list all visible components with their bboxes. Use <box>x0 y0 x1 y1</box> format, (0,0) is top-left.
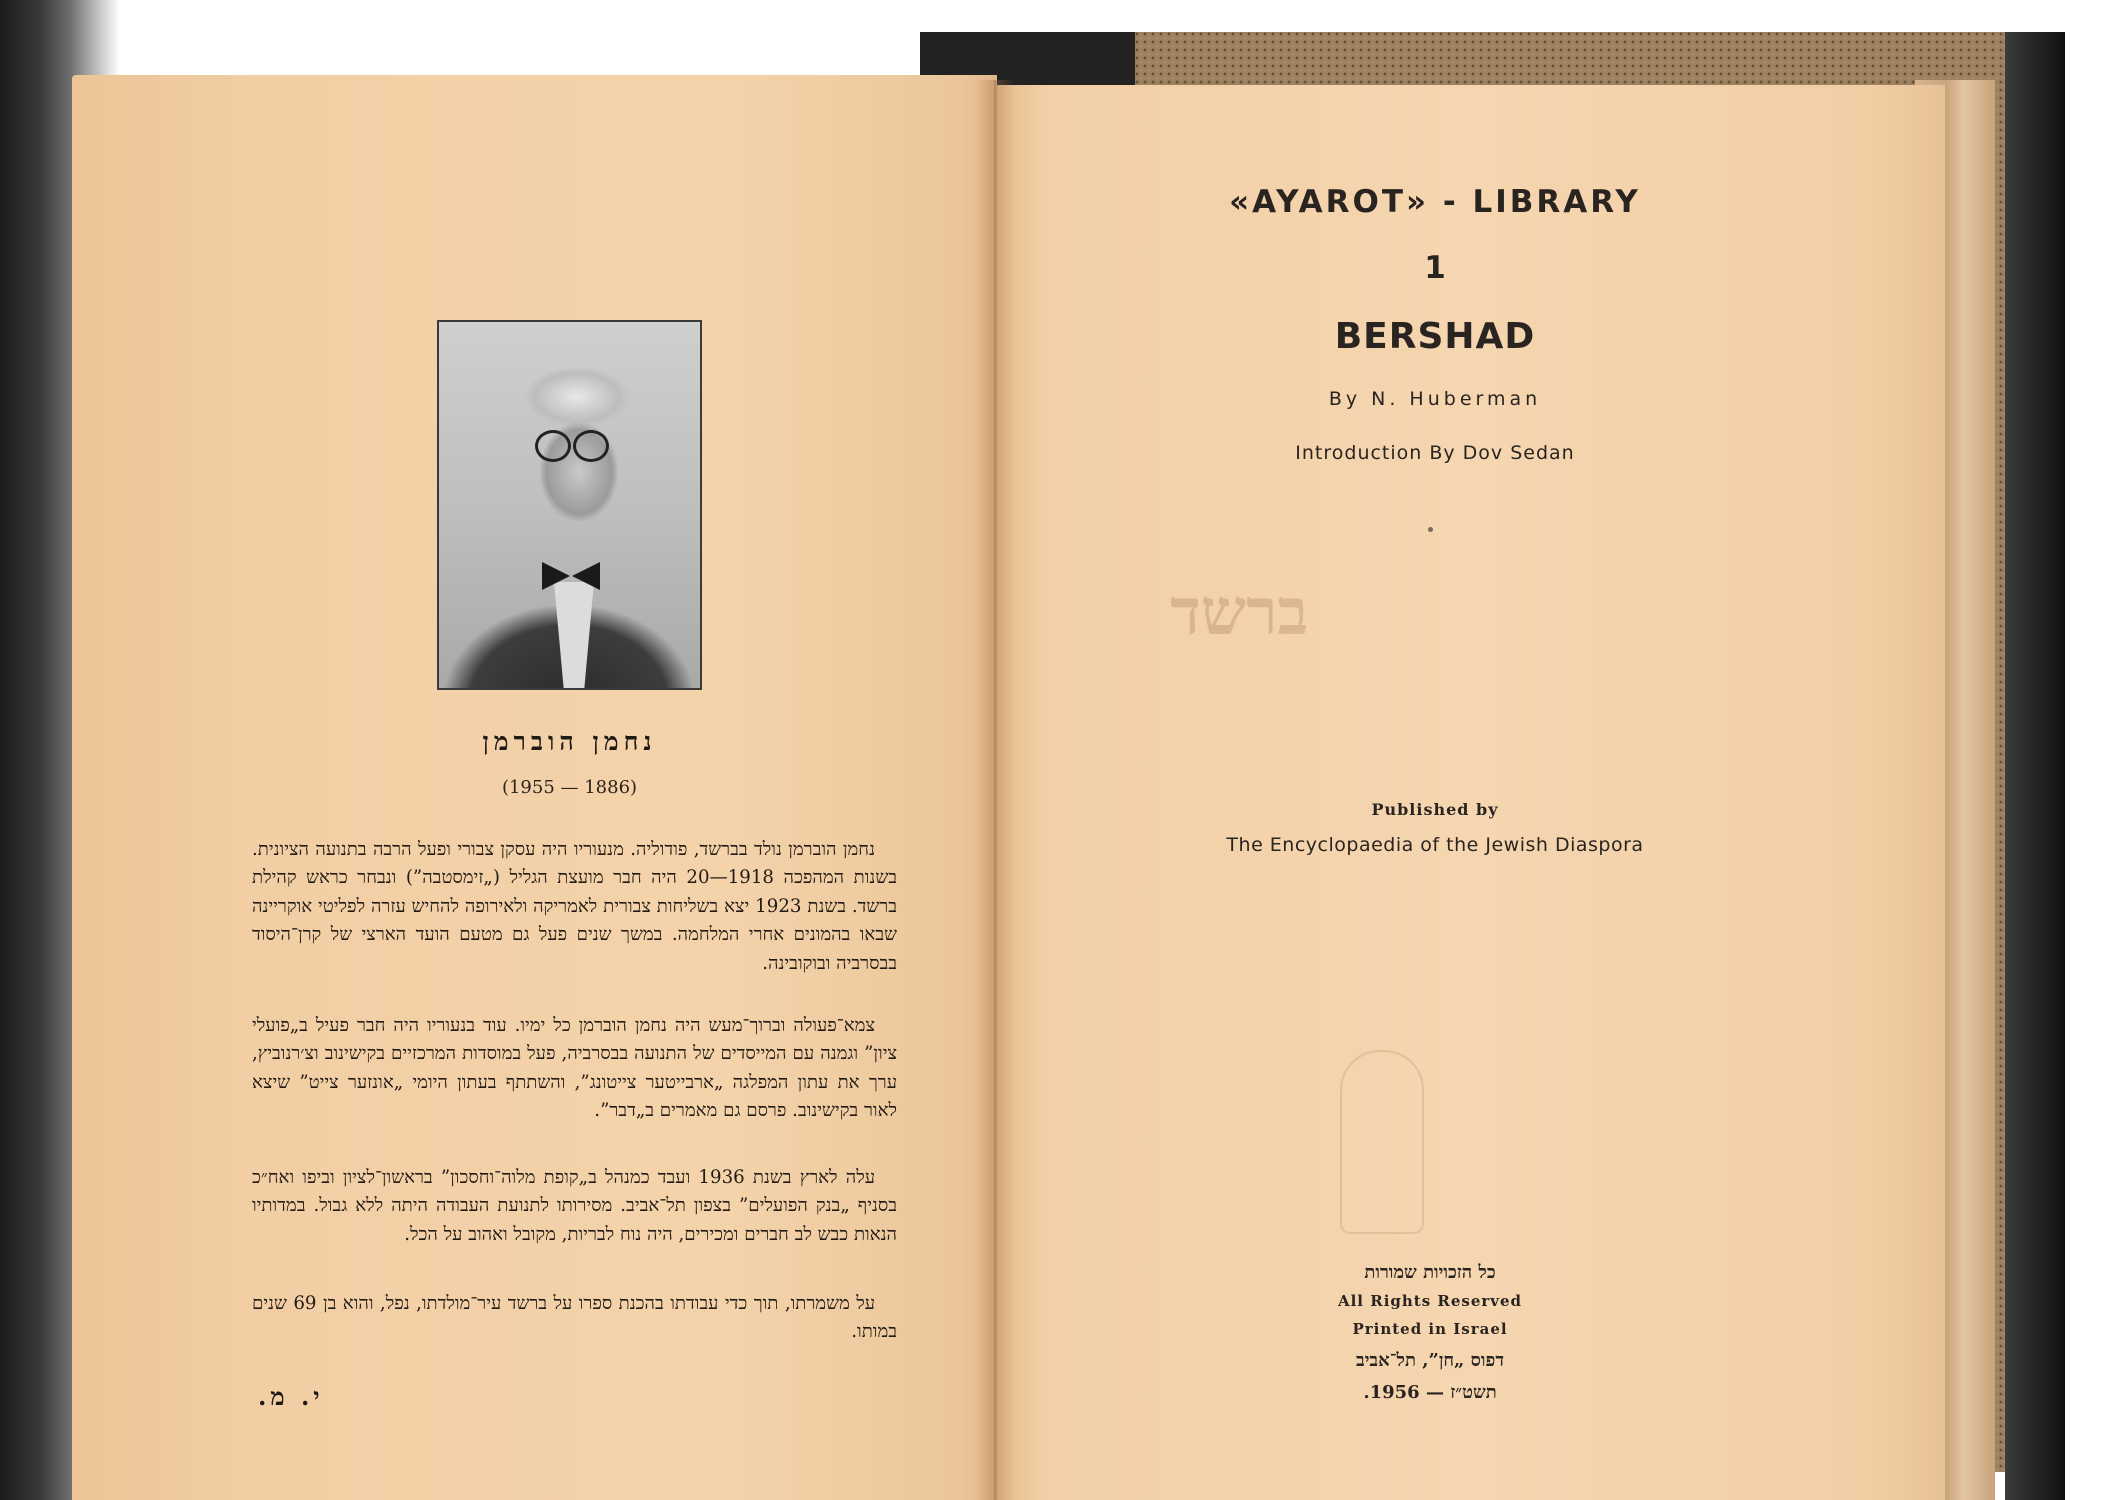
book-title: BERSHAD <box>1334 316 1536 357</box>
bio-paragraph-4 <box>252 1290 897 1347</box>
rights-english: All Rights Reserved <box>1337 1292 1523 1310</box>
printer-hebrew: דפוס „חן”, תל־אביב <box>1356 1350 1504 1371</box>
portrait-shirt <box>549 582 599 690</box>
bio-paragraph-text: נחמן הוברמן נולד בברשד, פודוליה. מנעוריו היה עסקן צבורי ופעל הרבה בתנועה הציונית. בשנות המהפכה 1918—20 היה חבר מועצת הגליל („זימסטבה”) ונבחר כראש קהילת ברשד. בשנת 1923 יצא בשליחות צבורית לאמריקה ולאירופה להחיש עזרה לפליטי אוקריינה שבאו בהמונים אחרי המלחמה. במשך שנים פעל גם מטעם הועד הארצי של קרן־היסוד בבסרביה ובוקובינה. <box>252 839 897 974</box>
bio-paragraph-2 <box>252 1012 897 1126</box>
author-line: By N. Huberman <box>1328 388 1542 410</box>
bio-paragraph-text: עלה לארץ בשנת 1936 ועבד כמנהל ב„קופת מלוה־וחסכון” בראשון־לציון וביפו ואח״כ בסניף „בנק הפועלים” בצפון תל־אביב. מסירותו לתנועת העבודה היתה ללא גבול. במדותיו הנאות כבש לב חברים ומכירים, היה נוח לבריות, מקובל ואהוב על הכל. <box>252 1167 897 1245</box>
portrait-years: (1955 — 1886) <box>501 777 638 798</box>
series-title: «AYAROT» - LIBRARY <box>1229 184 1641 220</box>
published-by-label: Published by <box>1371 800 1499 819</box>
introduction-line: Introduction By Dov Sedan <box>1295 442 1575 464</box>
book-cover-edge <box>2005 32 2065 1500</box>
signature-initials: י. מ. <box>258 1382 324 1411</box>
portrait-glasses-left <box>535 430 571 462</box>
bio-paragraph-text: צמא־פעולה וברוך־מעש היה נחמן הוברמן כל ימיו. עוד בנעוריו היה חבר פעיל ב„פועלי ציון” וגמנה עם המייסדים של התנועה בבסרביה, פעל במוסדות המרכזיים בקישינוב וצ׳רנוביץ, ערך את עתון המפלגה „ארבייטער צייטונג”, והשתתף בעתון היומי „אונזער צייט” שיצא לאור בקישינוב. פרסם גם מאמרים ב„דבר”. <box>252 1015 897 1122</box>
publisher-name: The Encyclopaedia of the Jewish Diaspora <box>1226 834 1644 856</box>
author-portrait <box>437 320 702 690</box>
volume-number: 1 <box>1424 250 1446 286</box>
portrait-caption: נחמן הוברמן <box>482 727 657 756</box>
bio-paragraph-text: על משמרתו, תוך כדי עבודתו בהכנת ספרו על ברשד עיר־מולדתו, נפל, והוא בן 69 שנים במותו. <box>252 1293 897 1343</box>
book-gutter <box>975 80 1015 1500</box>
publication-year: תשט״ז — 1956. <box>1363 1382 1497 1403</box>
ornament-dot <box>1428 527 1433 532</box>
portrait-bowtie-right <box>572 562 600 590</box>
bio-paragraph-1 <box>252 836 897 978</box>
bleed-through-emblem <box>1340 1050 1424 1234</box>
portrait-bowtie-left <box>542 562 570 590</box>
rights-hebrew: כל הזכויות שמורות <box>1364 1262 1496 1283</box>
portrait-glasses-right <box>573 430 609 462</box>
bio-paragraph-3 <box>252 1164 897 1249</box>
bleed-through-text: ברשד <box>1170 575 1309 650</box>
printed-in-israel: Printed in Israel <box>1352 1320 1508 1338</box>
right-page <box>997 85 1945 1500</box>
